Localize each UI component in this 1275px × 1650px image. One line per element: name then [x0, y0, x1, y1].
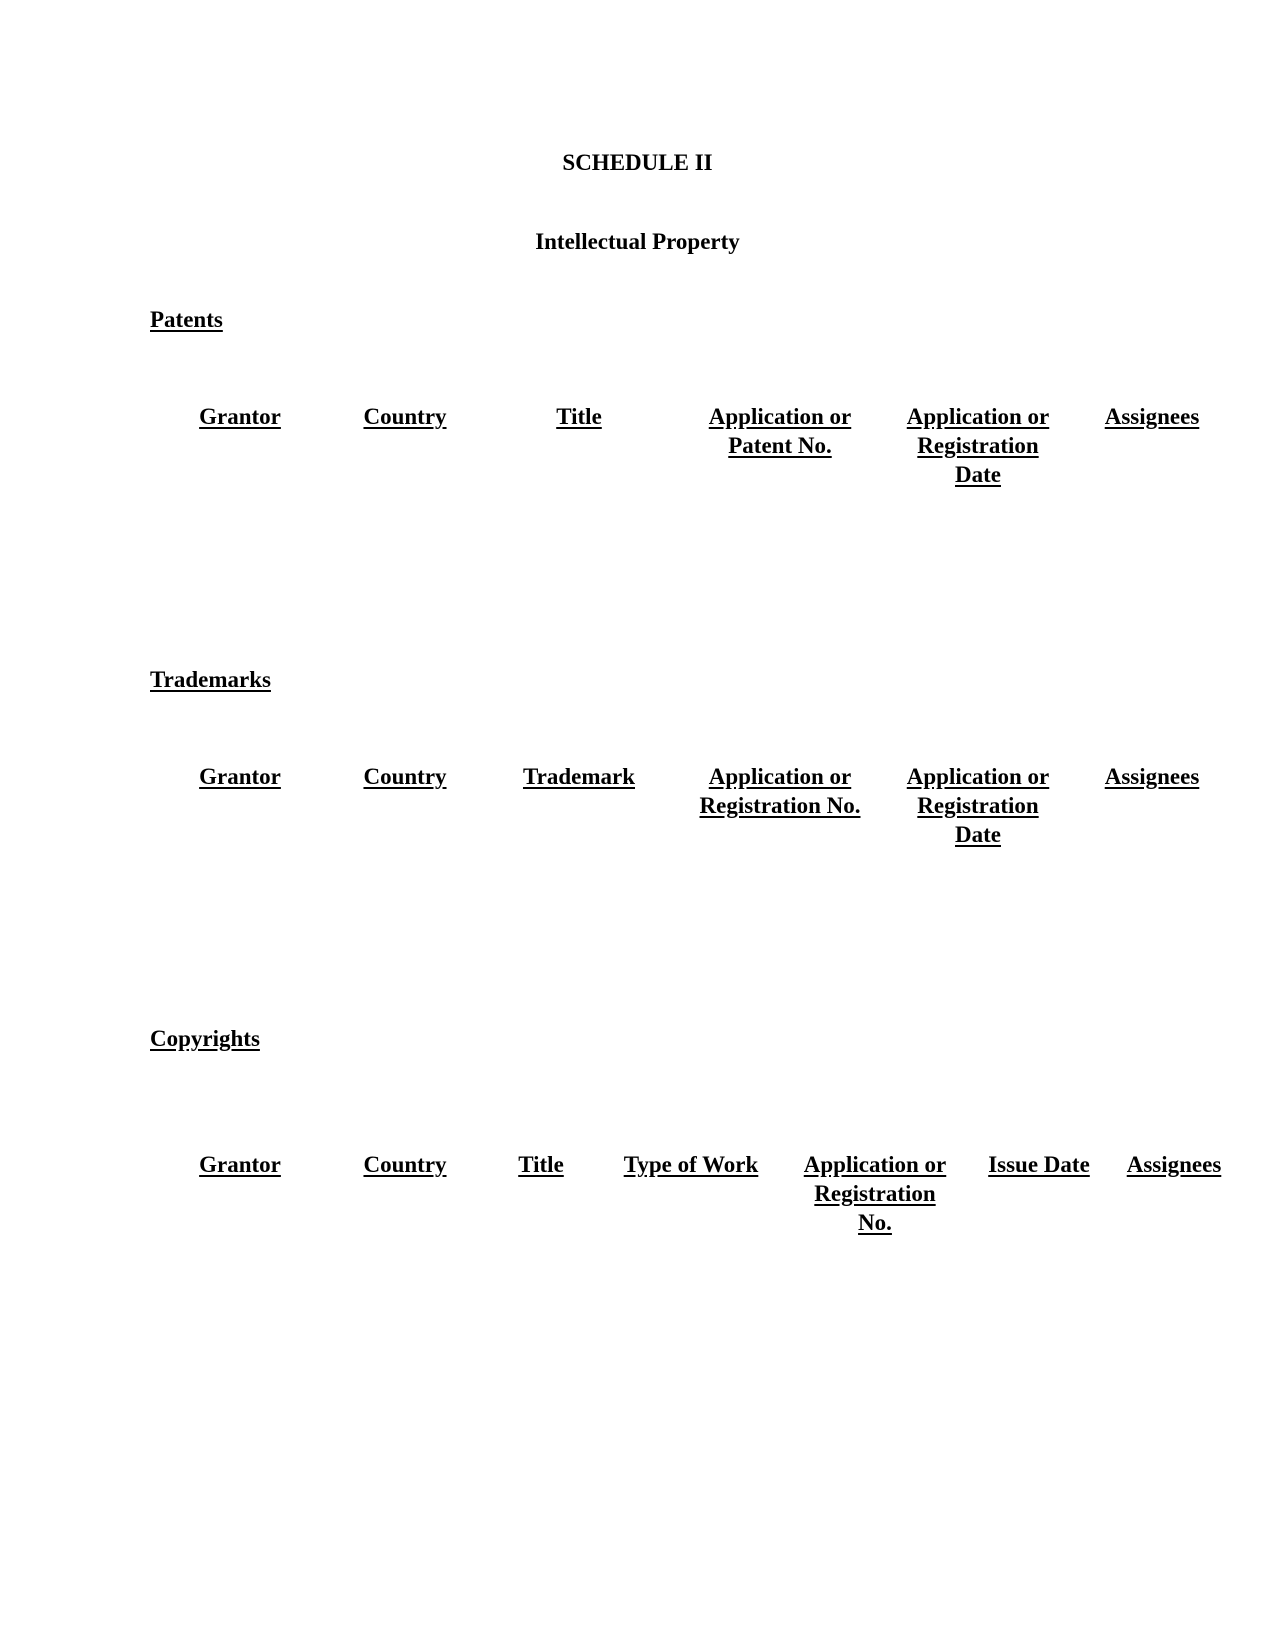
column-header-grantor: Grantor — [199, 1152, 281, 1177]
column-header-application-or-registration-no: Application or Registration No. — [699, 764, 861, 818]
schedule-title: SCHEDULE II — [562, 150, 713, 175]
column-header-grantor: Grantor — [199, 764, 281, 789]
column-header-application-or-registration-date: Application or Registration Date — [906, 404, 1050, 487]
column-header-type-of-work: Type of Work — [623, 1152, 759, 1177]
column-header-country: Country — [363, 764, 447, 789]
column-header-application-or-registration-date: Application or Registration Date — [906, 764, 1050, 847]
schedule-subtitle: Intellectual Property — [535, 229, 740, 254]
column-header-trademark: Trademark — [522, 764, 636, 789]
column-header-assignees: Assignees — [1104, 404, 1200, 429]
column-header-title: Title — [556, 404, 602, 429]
column-header-application-or-registration-no: Application or Registration No. — [803, 1152, 947, 1235]
column-header-assignees: Assignees — [1104, 764, 1200, 789]
column-header-issue-date: Issue Date — [988, 1152, 1090, 1177]
column-header-grantor: Grantor — [199, 404, 281, 429]
column-header-country: Country — [363, 404, 447, 429]
trademarks-heading: Trademarks — [150, 667, 271, 692]
copyrights-heading: Copyrights — [150, 1026, 260, 1051]
column-header-assignees: Assignees — [1126, 1152, 1222, 1177]
column-header-country: Country — [363, 1152, 447, 1177]
column-header-title: Title — [518, 1152, 564, 1177]
column-header-application-or-patent-no: Application or Patent No. — [708, 404, 852, 458]
patents-heading: Patents — [150, 307, 223, 332]
